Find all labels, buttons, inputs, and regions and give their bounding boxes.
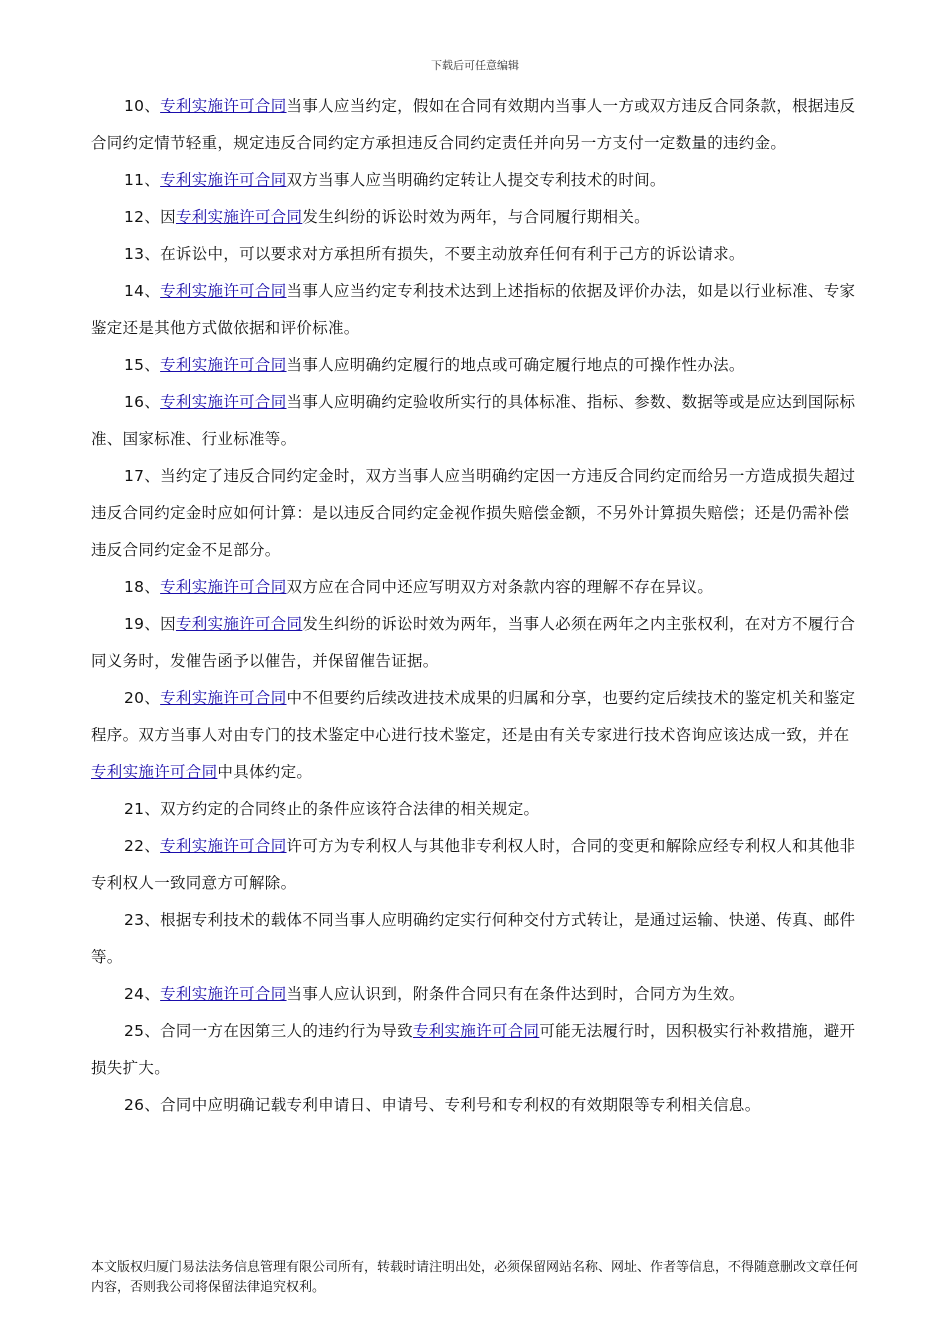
contract-link[interactable]: 专利实施许可合同 [160, 171, 287, 189]
clause-text: 当事人应当约定专利技术达到上述指标的依据及评价办法，如是以行业标准、专家鉴定还是其他方式做依据和评价标准。 [91, 282, 856, 337]
clause-text: 当事人应当约定，假如在合同有效期内当事人一方或双方违反合同条款，根据违反合同约定情节轻重，规定违反合同约定方承担违反合同约定责任并向另一方支付一定数量的违约金。 [91, 97, 856, 152]
clause-paragraph [91, 347, 861, 384]
clause-text: 26、合同中应明确记载专利申请日、申请号、专利号和专利权的有效期限等专利相关信息。 [124, 1096, 761, 1114]
clause-text: 10、 [124, 97, 161, 115]
clause-paragraph [91, 828, 861, 902]
contract-link[interactable]: 专利实施许可合同 [91, 763, 218, 781]
clause-text: 中具体约定。 [217, 763, 313, 781]
clause-paragraph [91, 976, 861, 1013]
clause-text: 24、 [124, 985, 161, 1003]
clause-paragraph [91, 791, 861, 828]
contract-link[interactable]: 专利实施许可合同 [175, 615, 303, 633]
clause-paragraph [91, 606, 861, 680]
clause-paragraph [91, 1087, 861, 1124]
clause-text: 当事人应认识到，附条件合同只有在条件达到时，合同方为生效。 [286, 985, 745, 1003]
contract-link[interactable]: 专利实施许可合同 [412, 1022, 540, 1040]
clause-text: 当事人应明确约定履行的地点或可确定履行地点的可操作性办法。 [286, 356, 745, 374]
clause-text: 17、当约定了违反合同约定金时，双方当事人应当明确约定因一方违反合同约定而给另一方造成损失超过违反合同约定金时应如何计算：是以违反合同约定金视作损失赔偿金额，不另外计算损失赔偿；还是仍需补偿违反合同约定金不足部分。 [91, 467, 856, 559]
contract-link[interactable]: 专利实施许可合同 [160, 689, 287, 707]
contract-link[interactable]: 专利实施许可合同 [160, 393, 287, 411]
contract-link[interactable]: 专利实施许可合同 [160, 578, 287, 596]
clause-text: 双方应在合同中还应写明双方对条款内容的理解不存在异议。 [286, 578, 714, 596]
clause-text: 23、根据专利技术的载体不同当事人应明确约定实行何种交付方式转让，是通过运输、快递、传真、邮件等。 [91, 911, 856, 966]
contract-link[interactable]: 专利实施许可合同 [175, 208, 303, 226]
clause-text: 可能无法履行时，因积极实行补救措施，避开损失扩大。 [91, 1022, 856, 1077]
clause-text: 15、 [124, 356, 161, 374]
clause-paragraph [91, 199, 861, 236]
clause-text: 19、因 [124, 615, 176, 633]
clause-text: 18、 [124, 578, 161, 596]
document-body [91, 88, 861, 1124]
contract-link[interactable]: 专利实施许可合同 [160, 985, 287, 1003]
clause-text: 20、 [124, 689, 161, 707]
page-header: 下载后可任意编辑 [431, 59, 519, 72]
contract-link[interactable]: 专利实施许可合同 [160, 356, 287, 374]
clause-text: 发生纠纷的诉讼时效为两年，与合同履行期相关。 [302, 208, 650, 226]
clause-text: 中不但要约后续改进技术成果的归属和分享，也要约定后续技术的鉴定机关和鉴定程序。双方当事人对由专门的技术鉴定中心进行技术鉴定，还是由有关专家进行技术咨询应该达成一致，并在 [91, 689, 856, 744]
contract-link[interactable]: 专利实施许可合同 [160, 837, 287, 855]
clause-text: 13、在诉讼中，可以要求对方承担所有损失，不要主动放弃任何有利于己方的诉讼请求。 [124, 245, 745, 263]
clause-text: 双方当事人应当明确约定转让人提交专利技术的时间。 [286, 171, 666, 189]
clause-text: 25、合同一方在因第三人的违约行为导致 [124, 1022, 413, 1040]
clause-text: 11、 [124, 171, 161, 189]
contract-link[interactable]: 专利实施许可合同 [160, 282, 287, 300]
clause-paragraph [91, 569, 861, 606]
clause-paragraph [91, 162, 861, 199]
clause-paragraph [91, 236, 861, 273]
clause-text: 发生纠纷的诉讼时效为两年，当事人必须在两年之内主张权利，在对方不履行合同义务时，发催告函予以催告，并保留催告证据。 [91, 615, 856, 670]
clause-text: 14、 [124, 282, 161, 300]
contract-link[interactable]: 专利实施许可合同 [160, 97, 287, 115]
clause-text: 许可方为专利权人与其他非专利权人时，合同的变更和解除应经专利权人和其他非专利权人一致同意方可解除。 [91, 837, 856, 892]
clause-paragraph [91, 88, 861, 162]
clause-paragraph [91, 458, 861, 569]
clause-paragraph [91, 384, 861, 458]
clause-text: 22、 [124, 837, 161, 855]
clause-text: 当事人应明确约定验收所实行的具体标准、指标、参数、数据等或是应达到国际标准、国家标准、行业标准等。 [91, 393, 856, 448]
clause-paragraph [91, 273, 861, 347]
copyright-footer: 本文版权归厦门易法法务信息管理有限公司所有，转载时请注明出处，必须保留网站名称、网址、作者等信息，不得随意删改文章任何内容，否则我公司将保留法律追究权利。 [91, 1260, 859, 1295]
clause-paragraph [91, 680, 861, 791]
clause-paragraph [91, 1013, 861, 1087]
clause-text: 16、 [124, 393, 161, 411]
clause-text: 12、因 [124, 208, 176, 226]
clause-text: 21、双方约定的合同终止的条件应该符合法律的相关规定。 [124, 800, 540, 818]
clause-paragraph [91, 902, 861, 976]
